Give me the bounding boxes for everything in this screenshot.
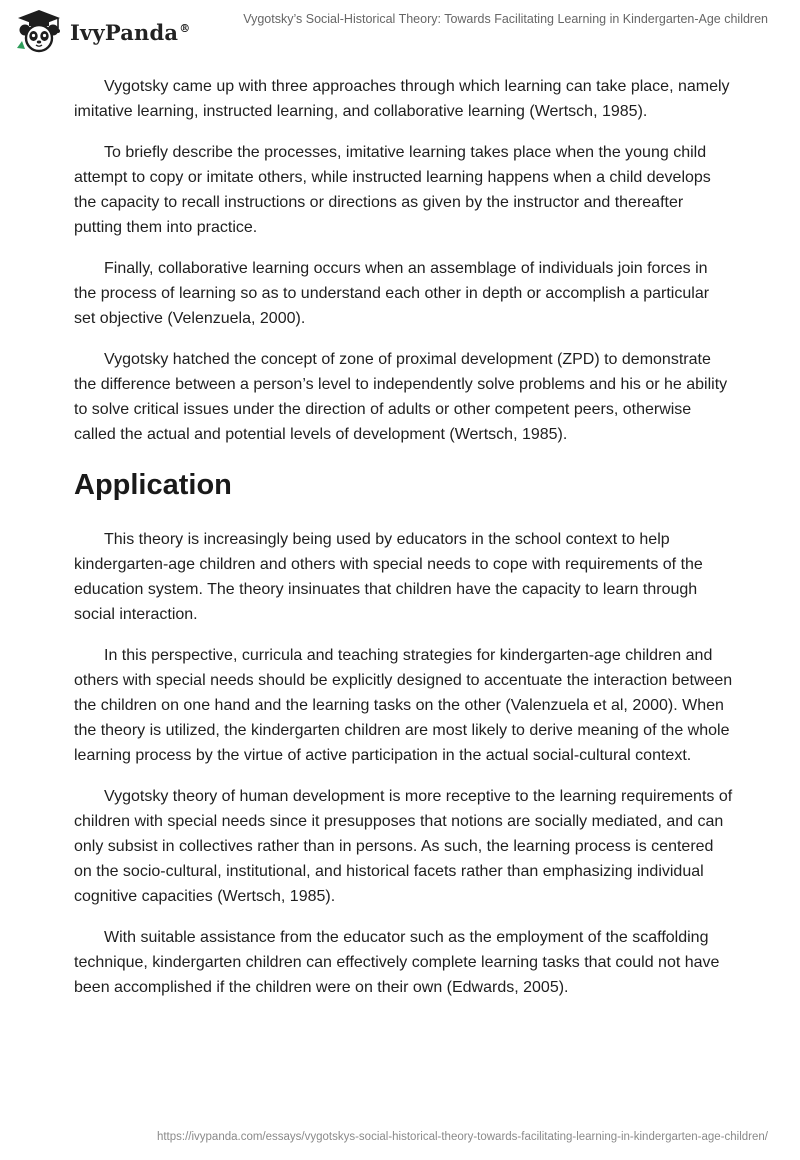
- paragraph: With suitable assistance from the educator such as the employment of the scaffolding technique, kindergarten children can effectively complete learning tasks that could not have been accomplished if the children were on their own (Edwards, 2005).: [74, 929, 720, 996]
- page-header: [0, 0, 800, 62]
- paragraph: This theory is increasingly being used by educators in the school context to help kindergarten-age children and others with special needs to cope with requirements of the education system. The theory insinuates that children have the capacity to learn through social interaction.: [74, 531, 703, 623]
- paragraph: To briefly describe the processes, imitative learning takes place when the young child attempt to copy or imitate others, while instructed learning happens when a child develops the capacity to recall instructions or directions as given by the instructor and thereafter putting them into practice.: [74, 144, 711, 236]
- paragraph: Vygotsky hatched the concept of zone of proximal development (ZPD) to demonstrate the difference between a person’s level to independently solve problems and his or he ability to solve critical issues under the direction of adults or other competent peers, otherwise called the actual and potential levels of development (Wertsch, 1985).: [74, 351, 728, 443]
- brand-label: IvyPanda: [70, 19, 179, 45]
- section-heading: Application: [74, 469, 232, 501]
- paragraph: Finally, collaborative learning occurs when an assemblage of individuals join forces in the process of learning so as to understand each other in depth or accomplish a particular set objective (Velenzuela, 2000).: [74, 260, 710, 327]
- panda-graduate-icon: [14, 8, 64, 54]
- paragraph: Vygotsky theory of human development is more receptive to the learning requirements of children with special needs since it presupposes that notions are socially mediated, and can only subsist in collectives rather than in persons. As such, the learning process is centered on the socio-cultural, institutional, and historical facets rather than emphasizing individual cognitive capacities (Wertsch, 1985).: [74, 788, 733, 905]
- registered-mark: ®: [179, 21, 191, 35]
- paragraph: In this perspective, curricula and teaching strategies for kindergarten-age children and others with special needs should be explicitly designed to accentuate the interaction between the children on one hand and the learning tasks on the other (Valenzuela et al, 2000). When the theory is utilized, the kindergarten children are most likely to derive meaning of the whole learning process by the virtue of active participation in the actual social-cultural context.: [74, 647, 733, 764]
- brand-logo[interactable]: [14, 8, 190, 54]
- paragraph: Vygotsky came up with three approaches through which learning can take place, namely imitative learning, instructed learning, and collaborative learning (Wertsch, 1985).: [74, 78, 730, 120]
- source-url-link[interactable]: https://ivypanda.com/essays/vygotskys-social-historical-theory-towards-facilitating-learning-in-kindergarten-age-children/: [156, 1131, 768, 1143]
- brand-name: [70, 20, 190, 45]
- essay-content: [74, 74, 734, 1016]
- document-title: Vygotsky’s Social-Historical Theory: Towards Facilitating Learning in Kindergarten-Age children: [243, 12, 768, 26]
